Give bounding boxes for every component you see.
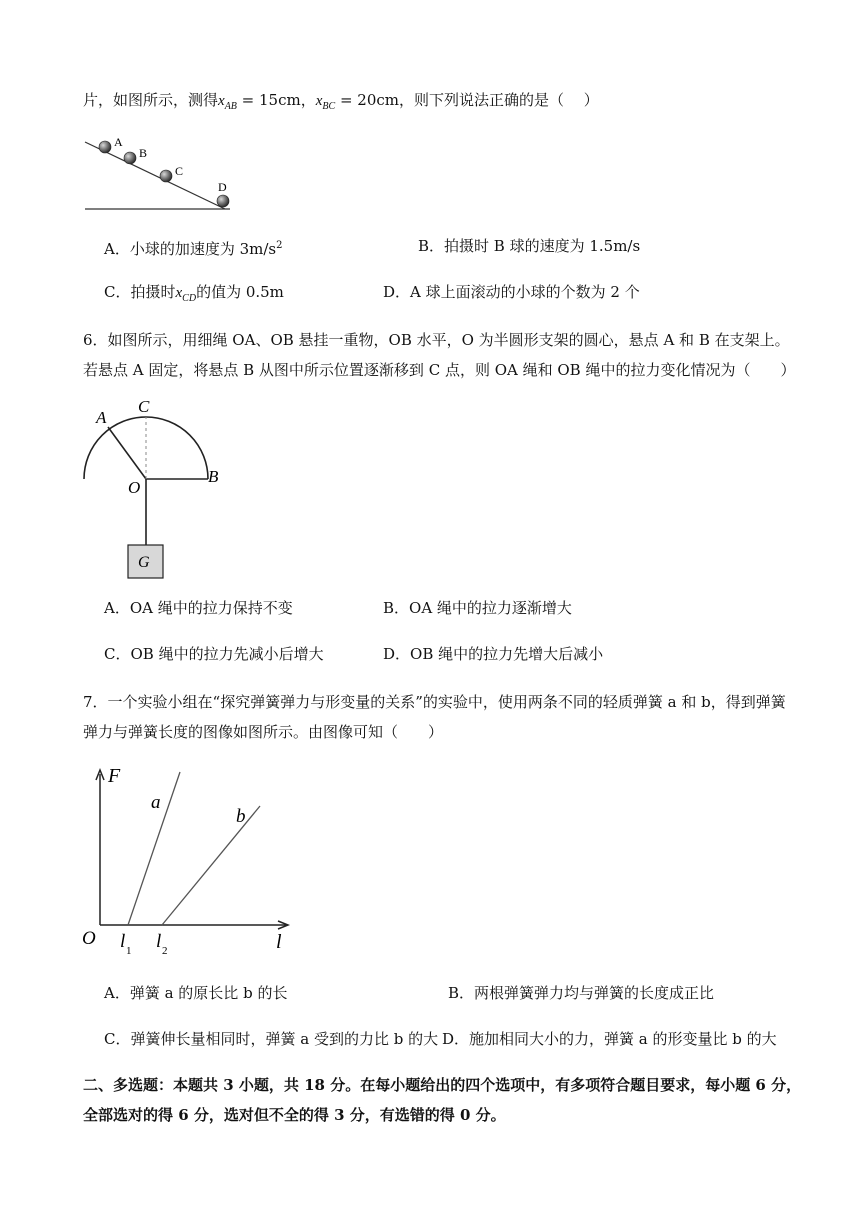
ball-c — [160, 170, 172, 182]
q5-option-a[interactable] — [104, 236, 283, 259]
ball-d — [217, 195, 229, 207]
q5-option-a-sup: 2 — [276, 240, 283, 251]
q5-stem-prefix: 片，如图所示，测得 — [83, 91, 219, 109]
q5-incline-figure — [80, 130, 250, 215]
q5-xab-val: = 15cm， — [236, 91, 316, 109]
q5-option-b[interactable] — [418, 236, 640, 256]
label-l1-sub: 1 — [126, 945, 132, 957]
q5-stem — [83, 90, 599, 117]
q6-support-figure — [80, 395, 240, 585]
label-l2-sub: 2 — [162, 945, 168, 957]
label-b: b — [236, 806, 246, 827]
ball-b — [124, 152, 136, 164]
q6-option-b[interactable]: B．OA 绳中的拉力逐渐增大 — [383, 599, 572, 617]
q7-option-b[interactable]: B．两根弹簧弹力均与弹簧的长度成正比 — [448, 984, 715, 1002]
label-c: C — [175, 164, 184, 178]
q5-xbc-sub: BC — [322, 101, 336, 112]
q6-option-d[interactable]: D．OB 绳中的拉力先增大后减小 — [383, 645, 604, 663]
q7-spring-graph — [78, 760, 298, 960]
q5-option-c-prefix: C．拍摄时 — [104, 283, 176, 301]
q6-option-c[interactable]: C．OB 绳中的拉力先减小后增大 — [104, 645, 324, 663]
label-o: O — [128, 478, 141, 497]
q7-option-c[interactable]: C．弹簧伸长量相同时，弹簧 a 受到的力比 b 的大 — [104, 1030, 439, 1048]
q6-stem-line2: 若悬点 A 固定，将悬点 B 从图中所示位置逐渐移到 C 点，则 OA 绳和 OB 绳中的拉力变化情况为（ ） — [83, 361, 796, 379]
q7-option-a[interactable]: A．弹簧 a 的原长比 b 的长 — [104, 984, 288, 1002]
q5-option-c-sub: CD — [182, 293, 197, 304]
label-d: D — [218, 180, 227, 194]
q7-option-d[interactable]: D．施加相同大小的力，弹簧 a 的形变量比 b 的大 — [442, 1030, 777, 1048]
q5-xbc-var: x — [315, 93, 323, 109]
q5-option-c-var: x — [175, 285, 183, 301]
section2-heading-line2: 全部选对的得 6 分，选对但不全的得 3 分，有选错的得 0 分。 — [83, 1106, 506, 1124]
q5-option-d-text: D．A 球上面滚动的小球的个数为 2 个 — [383, 283, 640, 301]
q5-xab-var: x — [218, 93, 225, 109]
label-b: B — [208, 467, 219, 486]
q5-option-a-text: A．小球的加速度为 3m/s — [104, 240, 277, 258]
q5-xbc-val: = 20cm，则下列说法正确的是（ ） — [335, 91, 599, 109]
label-l2: l — [156, 931, 162, 952]
label-a: a — [151, 792, 161, 813]
label-l: l — [276, 931, 282, 953]
q5-option-c[interactable] — [104, 282, 284, 309]
q7-stem-line1: 7．一个实验小组在“探究弹簧弹力与形变量的关系”的实验中，使用两条不同的轻质弹簧 a 和 b，得到弹簧 — [83, 693, 786, 711]
q5-option-c-suffix: 的值为 0.5m — [196, 283, 284, 301]
label-o: O — [82, 928, 96, 949]
label-l1: l — [120, 931, 126, 952]
label-a: A — [96, 408, 107, 427]
label-f: F — [108, 765, 121, 787]
label-g: G — [138, 554, 150, 571]
label-a: A — [114, 135, 123, 149]
label-c: C — [138, 397, 150, 416]
q6-stem-line1: 6．如图所示，用细绳 OA、OB 悬挂一重物，OB 水平，O 为半圆形支架的圆心，悬点 A 和 B 在支架上。 — [83, 331, 790, 349]
q7-stem-line2: 弹力与弹簧长度的图像如图所示。由图像可知（ ） — [83, 723, 444, 741]
ball-a — [99, 141, 111, 153]
rope-oa — [108, 427, 146, 479]
q6-option-a[interactable]: A．OA 绳中的拉力保持不变 — [104, 599, 293, 617]
label-b: B — [139, 146, 148, 160]
q5-option-b-text: B．拍摄时 B 球的速度为 1.5m/s — [418, 237, 641, 255]
q5-option-d[interactable] — [383, 282, 640, 302]
section2-heading-line1: 二、多选题：本题共 3 小题，共 18 分。在每小题给出的四个选项中，有多项符合题目要求，每小题 6 分， — [83, 1076, 802, 1094]
q5-xab-sub: AB — [224, 101, 237, 112]
